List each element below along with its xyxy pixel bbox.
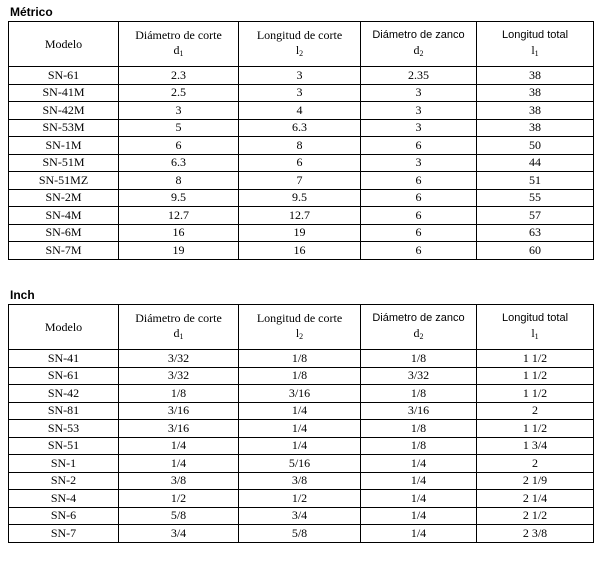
value-cell: 16: [119, 224, 239, 242]
table-row: [9, 455, 594, 473]
model-cell: SN-61: [9, 67, 119, 85]
value-cell: 38: [477, 102, 594, 120]
value-cell: 5: [119, 119, 239, 137]
value-cell: 3/32: [361, 367, 477, 385]
header-label: Diámetro de corte: [135, 310, 222, 325]
table-row: [9, 154, 594, 172]
value-cell: 3: [119, 102, 239, 120]
header-symbol: $d_1$: [173, 42, 184, 58]
value-cell: 55: [477, 189, 594, 207]
model-cell: SN-51M: [9, 154, 119, 172]
value-cell: 1/8: [119, 385, 239, 403]
value-cell: 51: [477, 172, 594, 190]
header-label: Diámetro de zanco: [372, 29, 465, 41]
value-cell: 1/4: [361, 525, 477, 543]
value-cell: 1/4: [361, 455, 477, 473]
column-header-total-length: [477, 22, 594, 67]
value-cell: 6: [361, 172, 477, 190]
value-cell: 2.3: [119, 67, 239, 85]
header-row: [9, 305, 594, 350]
value-cell: 9.5: [119, 189, 239, 207]
header-symbol: $d_2$: [413, 43, 424, 58]
value-cell: 1/4: [119, 455, 239, 473]
table-row: [9, 437, 594, 455]
value-cell: 1/8: [361, 385, 477, 403]
table-row: [9, 385, 594, 403]
column-header-model: [9, 22, 119, 67]
table-row: [9, 189, 594, 207]
model-cell: SN-1M: [9, 137, 119, 155]
table-row: [9, 402, 594, 420]
value-cell: 7: [239, 172, 361, 190]
value-cell: 1 1/2: [477, 350, 594, 368]
value-cell: 1/2: [119, 490, 239, 508]
value-cell: 1/4: [361, 490, 477, 508]
model-cell: SN-51: [9, 437, 119, 455]
value-cell: 1/2: [239, 490, 361, 508]
value-cell: 2 1/2: [477, 507, 594, 525]
value-cell: 3: [361, 119, 477, 137]
value-cell: 3/4: [119, 525, 239, 543]
column-header-shank-diameter: [361, 305, 477, 350]
value-cell: 3/16: [361, 402, 477, 420]
value-cell: 1/4: [361, 472, 477, 490]
value-cell: 2: [477, 402, 594, 420]
value-cell: 1 3/4: [477, 437, 594, 455]
value-cell: 12.7: [239, 207, 361, 225]
value-cell: 3/16: [119, 420, 239, 438]
header-symbol: $l_1$: [531, 43, 539, 58]
value-cell: 19: [119, 242, 239, 260]
section-title-inch: Inch: [10, 288, 35, 302]
header-label: Longitud total: [501, 29, 569, 41]
model-cell: SN-4M: [9, 207, 119, 225]
model-cell: SN-42M: [9, 102, 119, 120]
value-cell: 3/32: [119, 350, 239, 368]
header-symbol: $d_2$: [413, 326, 424, 341]
value-cell: 1/8: [361, 437, 477, 455]
metric-spec-table: [8, 21, 594, 260]
value-cell: 3: [361, 84, 477, 102]
value-cell: 3: [361, 154, 477, 172]
value-cell: 6: [361, 207, 477, 225]
value-cell: 60: [477, 242, 594, 260]
value-cell: 6: [119, 137, 239, 155]
table-row: [9, 84, 594, 102]
table-row: [9, 525, 594, 543]
value-cell: 19: [239, 224, 361, 242]
value-cell: 44: [477, 154, 594, 172]
value-cell: 4: [239, 102, 361, 120]
header-label: Longitud total: [501, 312, 569, 324]
model-cell: SN-6M: [9, 224, 119, 242]
table-row: [9, 420, 594, 438]
value-cell: 1/4: [239, 402, 361, 420]
value-cell: 6: [361, 137, 477, 155]
value-cell: 3/32: [119, 367, 239, 385]
value-cell: 1/8: [239, 367, 361, 385]
value-cell: 63: [477, 224, 594, 242]
table-row: [9, 367, 594, 385]
value-cell: 2 3/8: [477, 525, 594, 543]
value-cell: 2 1/4: [477, 490, 594, 508]
table-row: [9, 224, 594, 242]
value-cell: 1 1/2: [477, 420, 594, 438]
header-symbol: $l_2$: [295, 325, 304, 341]
value-cell: 1/4: [361, 507, 477, 525]
value-cell: 1 1/2: [477, 385, 594, 403]
header-label: Diámetro de corte: [135, 27, 222, 42]
value-cell: 1/4: [239, 437, 361, 455]
model-cell: SN-2: [9, 472, 119, 490]
model-cell: SN-1: [9, 455, 119, 473]
value-cell: 1/4: [119, 437, 239, 455]
value-cell: 5/16: [239, 455, 361, 473]
value-cell: 3/16: [119, 402, 239, 420]
value-cell: 9.5: [239, 189, 361, 207]
value-cell: 16: [239, 242, 361, 260]
value-cell: 6: [239, 154, 361, 172]
column-header-shank-diameter: [361, 22, 477, 67]
value-cell: 1/8: [361, 350, 477, 368]
value-cell: 2: [477, 455, 594, 473]
table-row: [9, 490, 594, 508]
value-cell: 6: [361, 242, 477, 260]
table-row: [9, 350, 594, 368]
header-row: [9, 22, 594, 67]
column-header-cut-length: [239, 305, 361, 350]
value-cell: 1 1/2: [477, 367, 594, 385]
value-cell: 6.3: [239, 119, 361, 137]
value-cell: 1/8: [239, 350, 361, 368]
header-label: Modelo: [44, 36, 83, 51]
table-row: [9, 137, 594, 155]
value-cell: 6: [361, 224, 477, 242]
value-cell: 8: [239, 137, 361, 155]
model-cell: SN-7M: [9, 242, 119, 260]
table-row: [9, 507, 594, 525]
header-label: Longitud de corte: [256, 310, 343, 325]
model-cell: SN-42: [9, 385, 119, 403]
value-cell: 6.3: [119, 154, 239, 172]
model-cell: SN-7: [9, 525, 119, 543]
model-cell: SN-51MZ: [9, 172, 119, 190]
value-cell: 3/8: [239, 472, 361, 490]
header-symbol: $l_2$: [295, 42, 304, 58]
value-cell: 38: [477, 67, 594, 85]
column-header-cut-diameter: [119, 305, 239, 350]
value-cell: 3/4: [239, 507, 361, 525]
table-row: [9, 119, 594, 137]
model-cell: SN-6: [9, 507, 119, 525]
inch-spec-table: [8, 304, 594, 543]
value-cell: 2 1/9: [477, 472, 594, 490]
model-cell: SN-41M: [9, 84, 119, 102]
value-cell: 50: [477, 137, 594, 155]
section-title-metric: Métrico: [10, 5, 53, 19]
table-row: [9, 207, 594, 225]
table-row: [9, 472, 594, 490]
table-row: [9, 242, 594, 260]
column-header-total-length: [477, 305, 594, 350]
value-cell: 5/8: [239, 525, 361, 543]
value-cell: 3: [239, 84, 361, 102]
value-cell: 3: [361, 102, 477, 120]
model-cell: SN-53: [9, 420, 119, 438]
header-symbol: $l_1$: [531, 326, 539, 341]
header-label: Modelo: [44, 319, 83, 334]
value-cell: 2.5: [119, 84, 239, 102]
value-cell: 38: [477, 84, 594, 102]
value-cell: 12.7: [119, 207, 239, 225]
value-cell: 1/4: [239, 420, 361, 438]
header-symbol: $d_1$: [173, 325, 184, 341]
model-cell: SN-4: [9, 490, 119, 508]
value-cell: 3/8: [119, 472, 239, 490]
value-cell: 38: [477, 119, 594, 137]
value-cell: 5/8: [119, 507, 239, 525]
value-cell: 2.35: [361, 67, 477, 85]
value-cell: 57: [477, 207, 594, 225]
table-row: [9, 172, 594, 190]
value-cell: 3: [239, 67, 361, 85]
value-cell: 1/8: [361, 420, 477, 438]
column-header-cut-length: [239, 22, 361, 67]
value-cell: 3/16: [239, 385, 361, 403]
model-cell: SN-61: [9, 367, 119, 385]
model-cell: SN-2M: [9, 189, 119, 207]
table-row: [9, 102, 594, 120]
model-cell: SN-81: [9, 402, 119, 420]
header-label: Longitud de corte: [256, 27, 343, 42]
model-cell: SN-53M: [9, 119, 119, 137]
column-header-cut-diameter: [119, 22, 239, 67]
header-label: Diámetro de zanco: [372, 312, 465, 324]
table-row: [9, 67, 594, 85]
value-cell: 6: [361, 189, 477, 207]
column-header-model: [9, 305, 119, 350]
value-cell: 8: [119, 172, 239, 190]
model-cell: SN-41: [9, 350, 119, 368]
